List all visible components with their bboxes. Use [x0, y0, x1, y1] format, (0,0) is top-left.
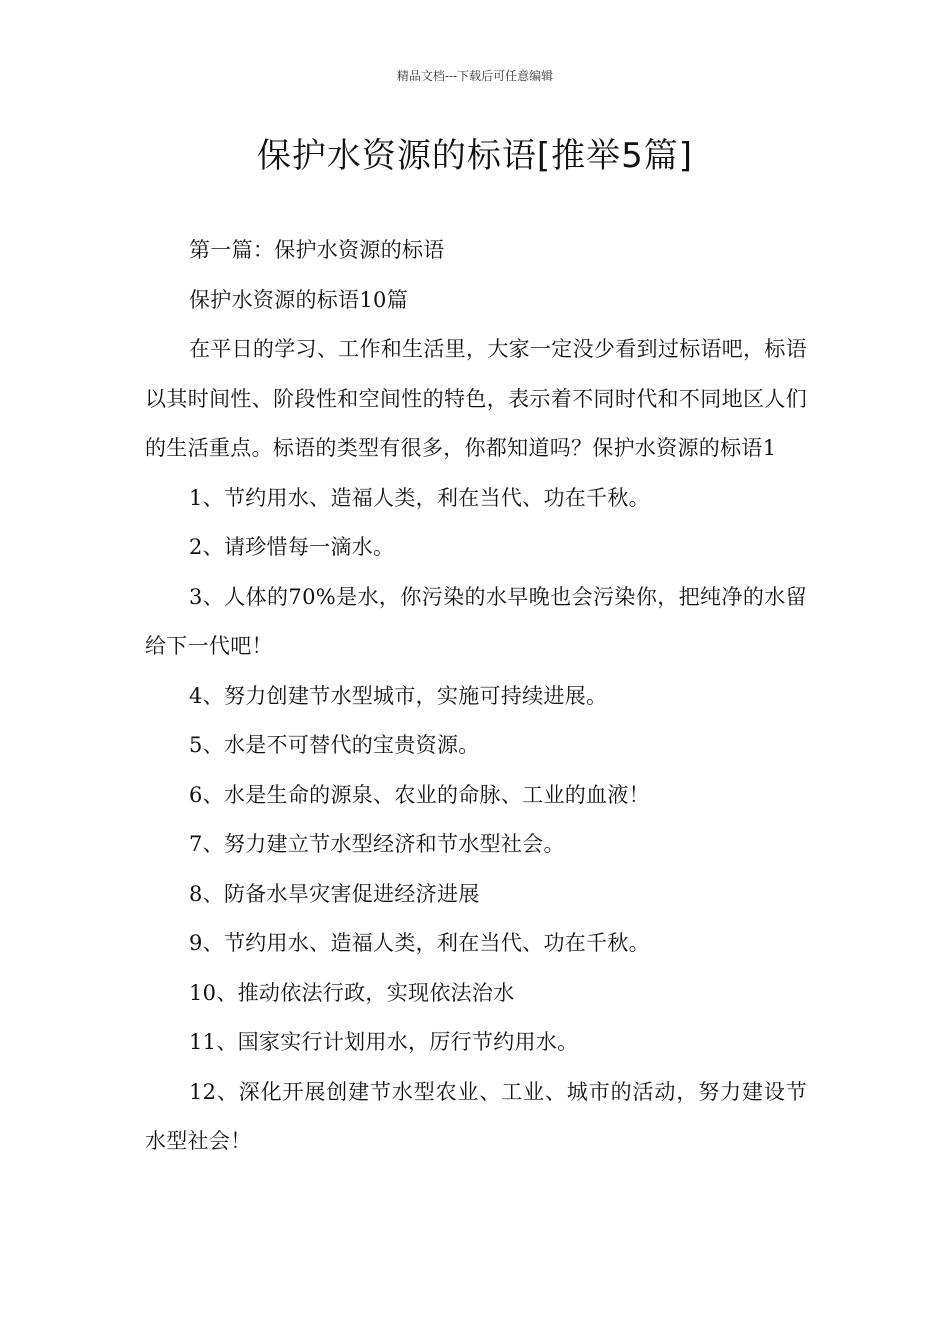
slogan-item: 1、节约用水、造福人类，利在当代、功在千秋。 — [189, 485, 650, 510]
slogan-item: 5、水是不可替代的宝贵资源。 — [189, 733, 480, 757]
slogan-item: 11、国家实行计划用水，厉行节约用水。 — [189, 1030, 579, 1054]
section-heading: 第一篇：保护水资源的标语 — [189, 238, 445, 262]
slogan-item: 6、水是生命的源泉、农业的命脉、工业的血液！ — [189, 782, 650, 807]
slogan-item: 2、请珍惜每一滴水。 — [189, 535, 395, 559]
document-title: 保护水资源的标语[推举5篇] — [256, 136, 694, 176]
page-header-note: 精品文档---下载后可任意编辑 — [396, 69, 554, 83]
slogan-item: 9、节约用水、造福人类，利在当代、功在千秋。 — [189, 931, 650, 955]
slogan-item: 12、深化开展创建节水型农业、工业、城市的活动，努力建设节水型社会！ — [145, 1079, 807, 1153]
slogan-item: 8、防备水旱灾害促进经济进展 — [189, 881, 480, 906]
document-body — [145, 226, 807, 1167]
intro-paragraph: 在平日的学习、工作和生活里，大家一定没少看到过标语吧，标语以其时间性、阶段性和空间性的特色，表示着不同时代和不同地区人们的生活重点。标语的类型有很多，你都知道吗？保护水资源的标语1 — [145, 337, 807, 460]
subheading: 保护水资源的标语10篇 — [189, 287, 409, 312]
slogan-item: 7、努力建立节水型经济和节水型社会。 — [189, 832, 565, 856]
slogan-item: 3、人体的70%是水，你污染的水早晚也会污染你，把纯净的水留给下一代吧！ — [145, 584, 807, 658]
slogan-item: 10、推动依法行政，实现依法治水 — [189, 980, 515, 1005]
slogan-item: 4、努力创建节水型城市，实施可持续进展。 — [189, 683, 608, 708]
